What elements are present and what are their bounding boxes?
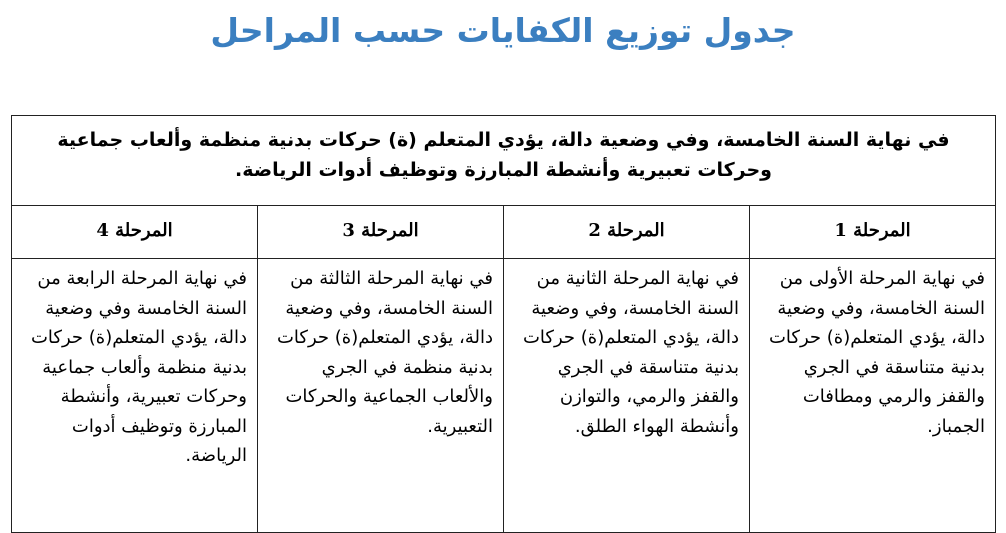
stage-label-row bbox=[12, 206, 996, 259]
stage-1-text: في نهاية المرحلة الأولى من السنة الخامسة، وفي وضعية دالة، يؤدي المتعلم(ة) حركات بدنية متناسقة في الجري والقفز والرمي ومطافات الجمباز. bbox=[750, 259, 996, 533]
stage-text-row bbox=[12, 259, 996, 533]
stage-2-label: المرحلة 2 bbox=[504, 206, 750, 259]
competency-table bbox=[11, 115, 996, 533]
page-title: جدول توزيع الكفايات حسب المراحل bbox=[210, 11, 796, 50]
header-row bbox=[12, 116, 996, 206]
stage-4-label: المرحلة 4 bbox=[12, 206, 258, 259]
stage-3-text: في نهاية المرحلة الثالثة من السنة الخامسة، وفي وضعية دالة، يؤدي المتعلم(ة) حركات بدنية منظمة في الجري والألعاب الجماعية والحركات التعبيرية. bbox=[258, 259, 504, 533]
stage-3-label: المرحلة 3 bbox=[258, 206, 504, 259]
stage-2-text: في نهاية المرحلة الثانية من السنة الخامسة، وفي وضعية دالة، يؤدي المتعلم(ة) حركات بدنية متناسقة في الجري والقفز والرمي، والتوازن وأنشطة الهواء الطلق. bbox=[504, 259, 750, 533]
stage-1-label: المرحلة 1 bbox=[750, 206, 996, 259]
final-competency-cell: في نهاية السنة الخامسة، وفي وضعية دالة، يؤدي المتعلم (ة) حركات بدنية منظمة وألعاب جماعية وحركات تعبيرية وأنشطة المبارزة وتوظيف أدوات الرياضة. bbox=[12, 116, 996, 206]
stage-4-text: في نهاية المرحلة الرابعة من السنة الخامسة وفي وضعية دالة، يؤدي المتعلم(ة) حركات بدنية منظمة وألعاب جماعية وحركات تعبيرية، وأنشطة المبارزة وتوظيف أدوات الرياضة. bbox=[12, 259, 258, 533]
